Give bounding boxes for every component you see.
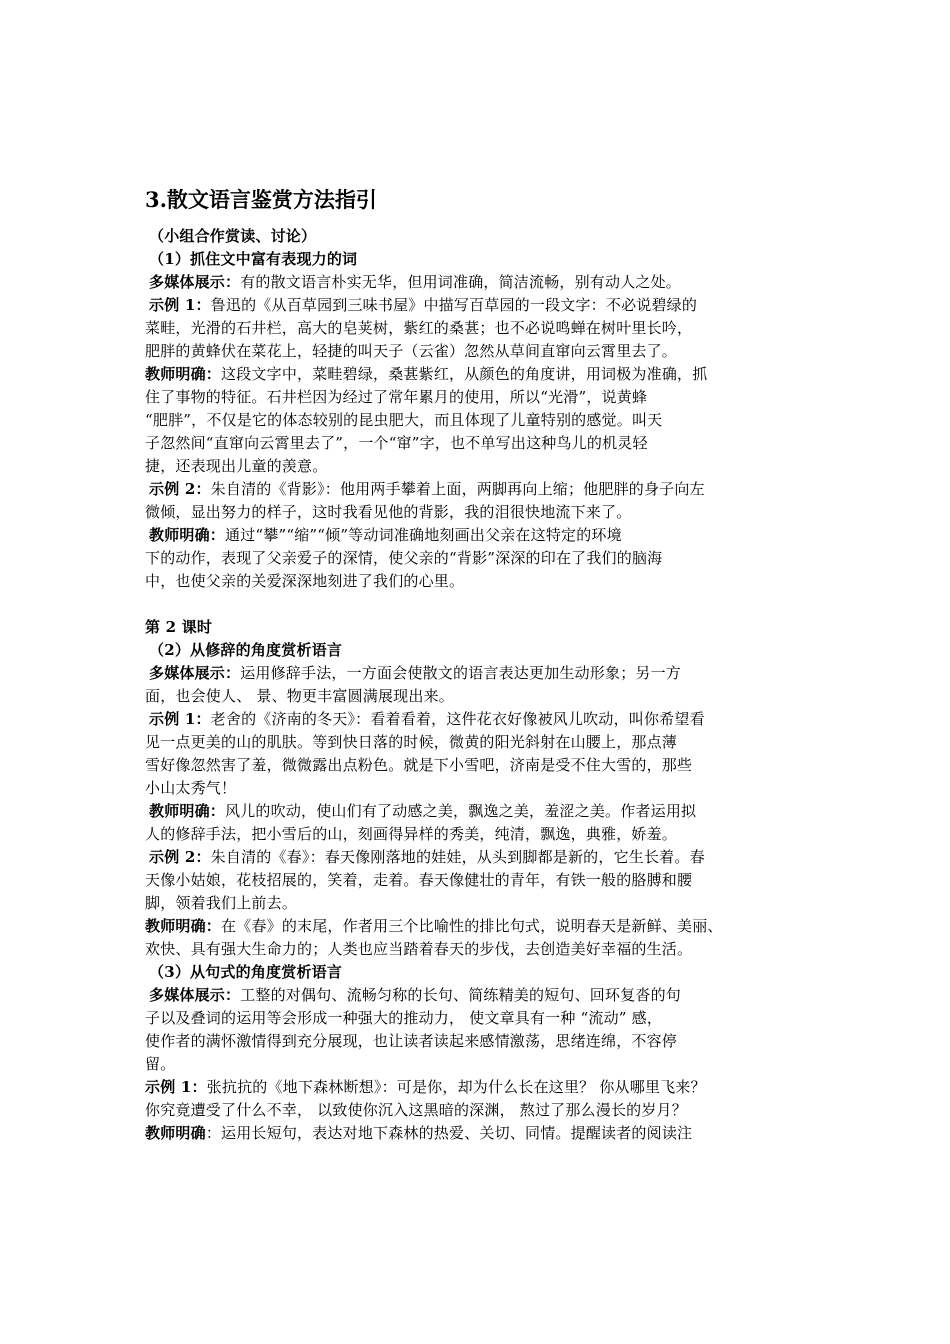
line-text: 肥胖的黄蜂伏在菜花上，轻捷的叫天子（云雀）忽然从草间直窜向云霄里去了。 — [145, 342, 678, 360]
text-line — [145, 662, 815, 685]
line-text: 有的散文语言朴实无华，但用词准确，简洁流畅，别有动人之处。 — [240, 273, 682, 291]
text-line — [145, 294, 815, 317]
text-line — [145, 1122, 815, 1145]
text-line — [145, 432, 815, 455]
text-line — [145, 501, 815, 524]
line-text: 使作者的满怀激情得到充分展现，也让读者读起来感情激荡，思绪连绵，不容停 — [145, 1032, 678, 1050]
line-text: 朱自清的《背影》：他用两手攀着上面，两脚再向上缩；他肥胖的身子向左 — [210, 480, 705, 498]
bold-label: 示例 1： — [145, 1078, 207, 1096]
text-line — [145, 340, 815, 363]
text-line — [145, 409, 815, 432]
line-text: 住了事物的特征。石井栏因为经过了常年累月的使用，所以“光滑”，说黄蜂 — [145, 388, 648, 406]
bold-label: （小组合作赏读、讨论） — [149, 227, 317, 245]
line-text: 小山太秀气！ — [145, 779, 237, 797]
bold-label: 示例 1： — [149, 710, 211, 728]
bold-label: （3）从句式的角度赏析语言 — [149, 963, 343, 981]
line-text: 天像小姑娘，花枝招展的，笑着，走着。春天像健壮的青年，有铁一般的胳膊和腰 — [145, 871, 693, 889]
line-text: 中，也使父亲的关爱深深地刻进了我们的心里。 — [145, 572, 465, 590]
bold-label: 教师明确 — [145, 1124, 206, 1142]
text-line — [145, 708, 815, 731]
text-line — [145, 685, 815, 708]
line-text: 捷，还表现出儿童的羡意。 — [145, 457, 328, 475]
line-text: 鲁迅的《从百草园到三味书屋》中描写百草园的一段文字：不必说碧绿的 — [210, 296, 698, 314]
bold-label: 教师明确： — [145, 365, 222, 383]
text-line — [145, 639, 815, 662]
text-line — [145, 317, 815, 340]
line-text: 工整的对偶句、流畅匀称的长句、简练精美的短句、回环复沓的句 — [240, 986, 682, 1004]
bold-label: 多媒体展示： — [149, 986, 241, 1004]
line-text: “肥胖”，不仅是它的体态较别的昆虫肥大，而且体现了儿童特别的感觉。叫天 — [145, 411, 663, 429]
section-title: 3.散文语言鉴赏方法指引 — [145, 187, 377, 212]
text-line — [145, 961, 815, 984]
text-line — [145, 1030, 815, 1053]
bold-label: 示例 2： — [149, 848, 211, 866]
document-body — [145, 225, 815, 1145]
bold-label: （1）抓住文中富有表现力的词 — [149, 250, 358, 268]
text-line — [145, 869, 815, 892]
line-text: 见一点更美的山的肌肤。等到快日落的时候，微黄的阳光斜射在山腰上，那点薄 — [145, 733, 678, 751]
text-line — [145, 731, 815, 754]
text-line — [145, 455, 815, 478]
text-line — [145, 1007, 815, 1030]
text-line — [145, 1076, 815, 1099]
bold-label: 示例 2： — [149, 480, 211, 498]
text-line — [145, 984, 815, 1007]
text-line — [145, 892, 815, 915]
bold-label: 教师明确： — [149, 526, 226, 544]
text-line — [145, 524, 815, 547]
bold-label: 多媒体展示： — [149, 664, 241, 682]
text-line — [145, 754, 815, 777]
text-line — [145, 248, 815, 271]
line-text: 通过“攀”“缩”“倾”等动词准确地刻画出父亲在这特定的环境 — [225, 526, 622, 544]
line-text: 在《春》的末尾，作者用三个比喻性的排比句式，说明春天是新鲜、美丽、 — [221, 917, 723, 935]
text-line — [145, 616, 815, 639]
bold-label: 教师明确： — [149, 802, 226, 820]
text-line — [145, 386, 815, 409]
line-text: 微倾，显出努力的样子，这时我看见他的背影，我的泪很快地流下来了。 — [145, 503, 632, 521]
paragraph-gap — [145, 593, 815, 616]
line-text: 老舍的《济南的冬天》：看着看着，这件花衣好像被风儿吹动，叫你希望看 — [210, 710, 705, 728]
text-line — [145, 271, 815, 294]
line-text: 留。 — [145, 1055, 176, 1073]
line-text: 脚，领着我们上前去。 — [145, 894, 298, 912]
bold-label: （2）从修辞的角度赏析语言 — [149, 641, 343, 659]
text-line — [145, 547, 815, 570]
document-page — [145, 183, 815, 1145]
bold-label: 多媒体展示： — [149, 273, 241, 291]
text-line — [145, 570, 815, 593]
line-text: 菜畦，光滑的石井栏，高大的皂荚树，紫红的桑葚；也不必说鸣蝉在树叶里长吟， — [145, 319, 693, 337]
bold-label: 教师明确： — [145, 917, 222, 935]
line-text: 欢快、具有强大生命力的；人类也应当踏着春天的步伐，去创造美好幸福的生活。 — [145, 940, 693, 958]
line-text: 运用修辞手法，一方面会使散文的语言表达更加生动形象；另一方 — [240, 664, 682, 682]
line-text: 朱自清的《春》：春天像刚落地的娃娃，从头到脚都是新的，它生长着。春 — [210, 848, 705, 866]
text-line — [145, 800, 815, 823]
line-text: 你究竟遭受了什么不幸， 以致使你沉入这黑暗的深渊， 熬过了那么漫长的岁月？ — [145, 1101, 687, 1119]
bold-label: 示例 1： — [149, 296, 211, 314]
text-line — [145, 225, 815, 248]
text-line — [145, 1053, 815, 1076]
text-line — [145, 823, 815, 846]
text-line — [145, 777, 815, 800]
bold-label: 第 2 课时 — [145, 618, 213, 636]
text-line — [145, 938, 815, 961]
line-text: 这段文字中，菜畦碧绿，桑葚紫红，从颜色的角度讲，用词极为准确，抓 — [221, 365, 708, 383]
line-text: 面，也会使人、 景、物更丰富圆满展现出来。 — [145, 687, 454, 705]
line-text: 雪好像忽然害了羞，微微露出点粉色。就是下小雪吧，济南是受不住大雪的，那些 — [145, 756, 693, 774]
text-line — [145, 478, 815, 501]
line-text: 张抗抗的《地下森林断想》：可是你，却为什么长在这里？ 你从哪里飞来？ — [206, 1078, 706, 1096]
line-text: 风儿的吹动，使山们有了动感之美，飘逸之美，羞涩之美。作者运用拟 — [225, 802, 697, 820]
text-line — [145, 1099, 815, 1122]
line-text: 人的修辞手法，把小雪后的山，刻画得异样的秀美，纯清，飘逸，典雅，娇羞。 — [145, 825, 678, 843]
line-text: 子以及叠词的运用等会形成一种强大的推动力， 使文章具有一种 “流动” 感， — [145, 1009, 663, 1027]
text-line — [145, 915, 815, 938]
line-text: 子忽然间“直窜向云霄里去了”，一个“窜”字，也不单写出这种鸟儿的机灵轻 — [145, 434, 648, 452]
text-line — [145, 846, 815, 869]
line-text: 下的动作，表现了父亲爱子的深情，使父亲的“背影”深深的印在了我们的脑海 — [145, 549, 663, 567]
line-text: ：运用长短句，表达对地下森林的热爱、关切、同情。提醒读者的阅读注 — [205, 1124, 693, 1142]
text-line — [145, 363, 815, 386]
